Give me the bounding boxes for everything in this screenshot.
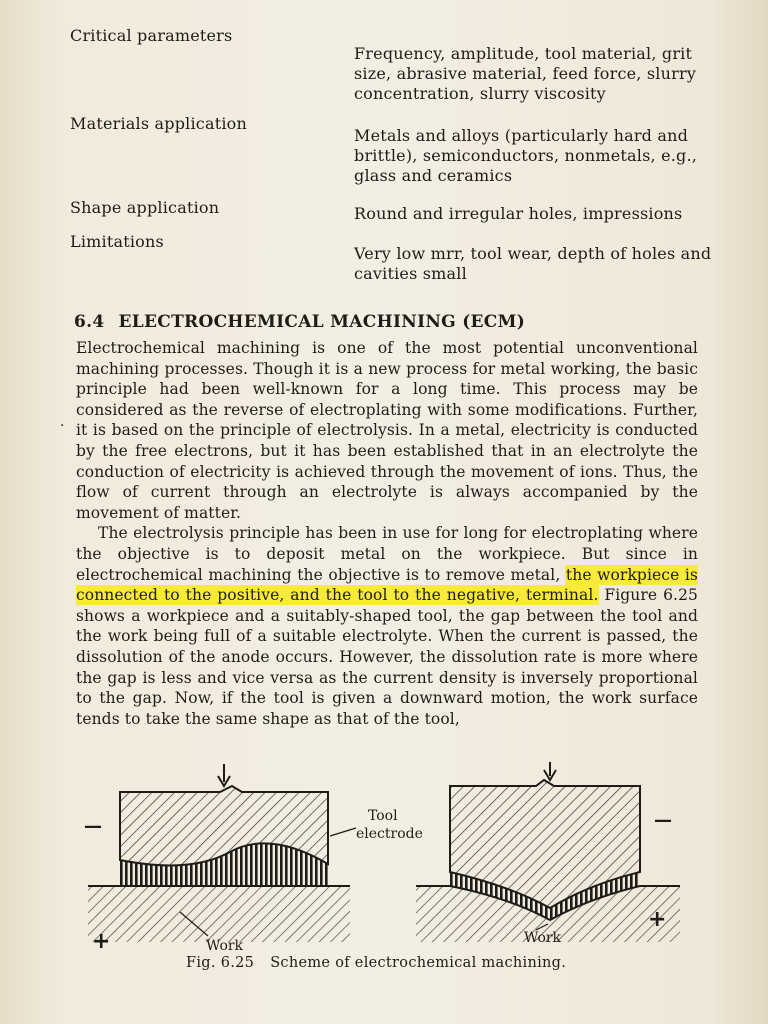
plus-sign-right: +	[648, 907, 667, 932]
work-label-right: Work	[524, 930, 562, 946]
figure-caption	[186, 955, 566, 971]
body-text	[76, 338, 698, 729]
param-label: Critical parameters	[70, 26, 233, 45]
right-scheme	[416, 762, 680, 942]
paragraph-2-start: The electrolysis principle has been in use for long for electroplating where the objective is to deposit metal on the workpiece. But since in electrochemical machining the objective is to remove metal,	[76, 524, 698, 584]
caption-text: Scheme of electrochemical machining.	[270, 955, 567, 971]
tool-label-leader	[330, 828, 356, 836]
param-label: Limitations	[70, 232, 164, 251]
figure-number: Fig. 6.25	[186, 955, 255, 971]
plus-sign-left: +	[92, 929, 111, 954]
paragraph-2	[76, 523, 698, 729]
param-value: Frequency, amplitude, tool material, grit size, abrasive material, feed force, slurry concentration, slurry viscosity	[354, 44, 697, 103]
section-number: 6.4	[74, 312, 105, 332]
work-label-left: Work	[206, 938, 244, 954]
paragraph-2-end: Figure 6.25 shows a workpiece and a suitably-shaped tool, the gap between the tool and the work being full of a suitable electrolyte. When the current is passed, the dissolution of the anode occurs. However, the dissolution rate is more where the gap is less and vice versa as the current density is inversely proportional to the gap. Now, if the tool is given a downward motion, the work surface tends to take the same shape as that of the tool,	[76, 586, 698, 728]
minus-sign-left: —	[84, 816, 102, 837]
ecm-figure	[80, 762, 700, 962]
highlighted-text: the workpiece is connected to the positive, and the tool to the negative, terminal.	[76, 565, 698, 605]
param-label: Materials application	[70, 114, 247, 133]
param-label: Shape application	[70, 198, 220, 217]
margin-mark: ·	[60, 418, 65, 434]
electrode-label: electrode	[356, 826, 423, 842]
minus-sign-right: —	[654, 810, 672, 831]
left-scheme	[88, 764, 350, 942]
tool-label: Tool	[368, 808, 398, 824]
param-value: Very low mrr, tool wear, depth of holes and cavities small	[354, 244, 712, 283]
ecm-diagram	[80, 762, 700, 962]
paragraph-1: Electrochemical machining is one of the most potential unconventional machining processes. Though it is a new process for metal working, the basic principle had been well-known for a long time. This process may be considered as the reverse of electroplating with some modifications. Further, it is based on the principle of electrolysis. In a metal, electricity is conducted by the free electrons, but it has been established that in an electrolyte the conduction of electricity is achieved through the movement of ions. Thus, the flow of current through an electrolyte is always accompanied by the movement of matter.	[76, 339, 698, 522]
param-value: Round and irregular holes, impressions	[354, 204, 683, 223]
param-value: Metals and alloys (particularly hard and brittle), semiconductors, nonmetals, e.g., glass and ceramics	[354, 126, 698, 185]
section-heading	[74, 312, 525, 332]
left-workpiece	[88, 886, 350, 942]
section-title: ELECTROCHEMICAL MACHINING (ECM)	[118, 312, 526, 332]
